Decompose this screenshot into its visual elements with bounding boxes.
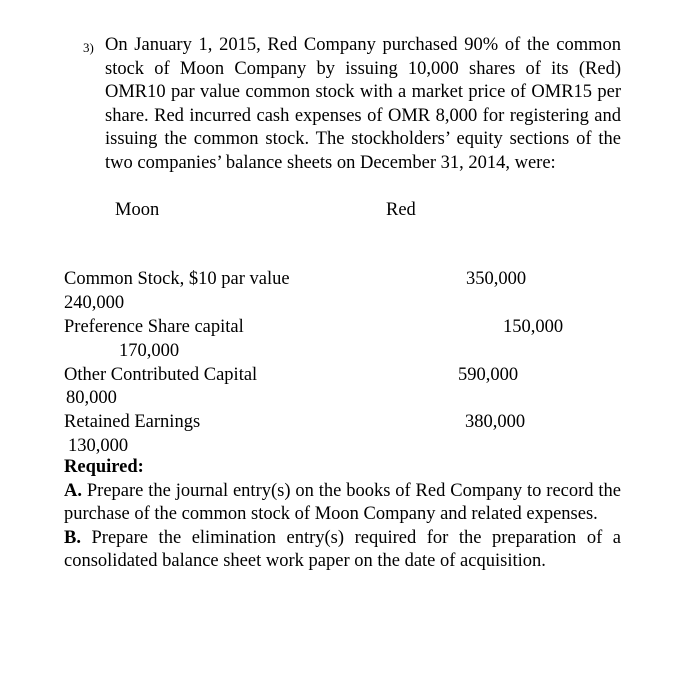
question-text: On January 1, 2015, Red Company purchased 90% of the common stock of Moon Company by issuing 10,000 shares of its (Red) OMR10 par value common stock with a market price of OMR15 per share. Red incurred cash expenses of OMR 8,000 for registering and issuing the common stock. The stockholders’ equity sections of the two companies’ balance sheets on December 31, 2014, were: [105,35,621,173]
row-label-common-stock: Common Stock, $10 par value [64,269,290,289]
required-section [64,456,621,574]
row-moon-common-stock: 240,000 [64,293,125,313]
column-header-moon: Moon [115,200,160,220]
part-b-text: Prepare the elimination entry(s) required for the preparation of a consolidated balance sheet work paper on the date of acquisition. [64,527,621,572]
row-red-retained-earnings: 380,000 [465,412,526,432]
row-red-common-stock: 350,000 [466,269,527,289]
row-label-preference-share: Preference Share capital [64,317,244,337]
row-red-other-contributed: 590,000 [458,365,519,385]
part-b [64,527,621,574]
row-moon-preference-share: 170,000 [119,341,180,361]
row-moon-retained-earnings: 130,000 [68,436,129,456]
row-red-preference-share: 150,000 [503,317,564,337]
part-b-label: B. [64,527,81,548]
row-label-other-contributed: Other Contributed Capital [64,365,258,385]
row-label-retained-earnings: Retained Earnings [64,412,201,432]
required-title: Required: [64,457,144,477]
question-number: 3) [83,40,94,55]
row-moon-other-contributed: 80,000 [66,388,117,408]
part-a [64,480,621,527]
part-a-label: A. [64,480,82,501]
part-a-text: Prepare the journal entry(s) on the books of Red Company to record the purchase of the common stock of Moon Company and related expenses. [64,480,622,525]
column-header-red: Red [386,200,416,220]
